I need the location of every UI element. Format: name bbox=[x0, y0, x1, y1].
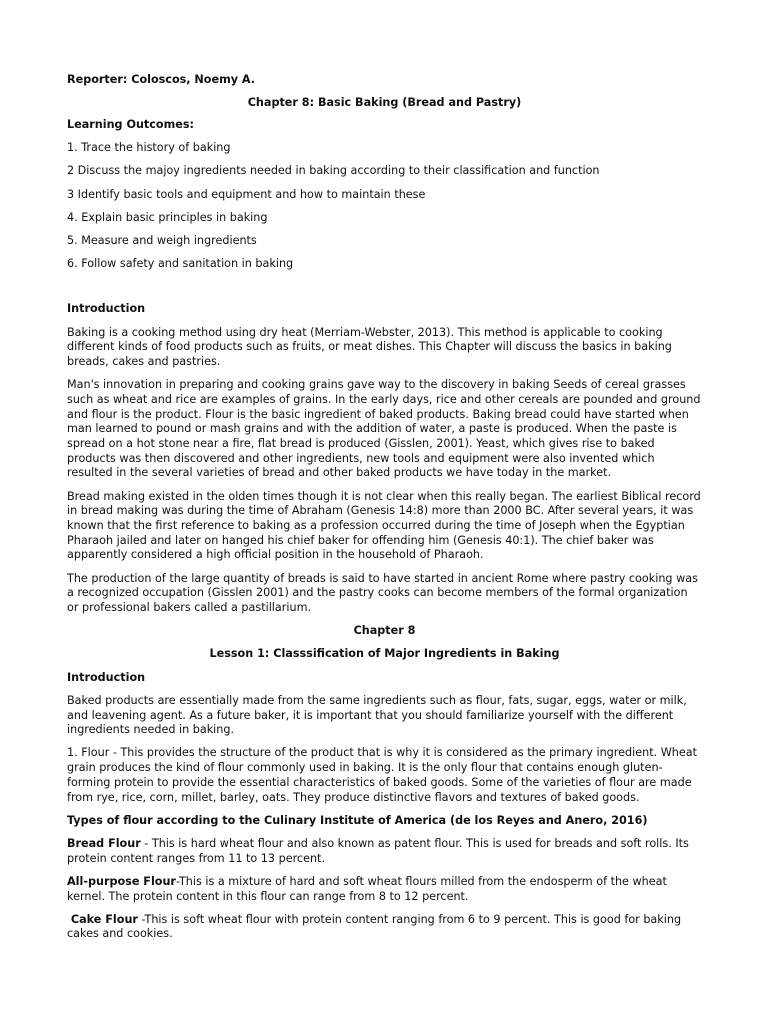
flour-type-text: -This is soft wheat flour with protein content ranging from 6 to 9 percent. This is good for baking cakes and cookies. bbox=[67, 912, 685, 941]
flour-type-item bbox=[67, 913, 702, 942]
outcome-item: 2 Discuss the majoy ingredients needed in baking according to their classification and function bbox=[67, 164, 600, 178]
outcome-item: 5. Measure and weigh ingredients bbox=[67, 233, 257, 247]
flour-type-term: All-purpose Flour bbox=[67, 874, 176, 888]
lesson-paragraph: Baked products are essentially made from the same ingredients such as flour, fats, sugar, eggs, water or milk, and leavening agent. As a future baker, it is important that you should familiarize yourself with the different ingredients needed in baking. bbox=[67, 693, 687, 737]
flour-type-item bbox=[67, 875, 702, 904]
intro-paragraph: Bread making existed in the olden times though it is not clear when this really began. The earliest Biblical record in bread making was during the time of Abraham (Genesis 14:8) more than 2000 BC. After several years, it was known that the first reference to baking as a profession occurred during the time of Joseph when the Egyptian Pharaoh jailed and later on hanged his chief baker for offending him (Genesis 40:1). The chief baker was apparently considered a high official position in the household of Pharaoh. bbox=[67, 489, 701, 562]
lesson-paragraph: 1. Flour - This provides the structure of the product that is why it is considered as the primary ingredient. Wheat grain produces the kind of flour commonly used in baking. It is the only flour that contains enough gluten-forming protein to provide the essential characteristics of baked goods. Some of the varieties of flour are made from rye, rice, corn, millet, barley, oats. They produce distinctive flavors and textures of baked goods. bbox=[67, 746, 697, 804]
chapter-label: Chapter 8 bbox=[353, 624, 416, 638]
lesson-title: Lesson 1: Classsification of Major Ingredients in Baking bbox=[209, 647, 560, 661]
chapter-title: Chapter 8: Basic Baking (Bread and Pastry) bbox=[247, 95, 522, 109]
outcomes-list bbox=[67, 141, 702, 272]
outcome-item: 3 Identify basic tools and equipment and how to maintain these bbox=[67, 187, 426, 201]
flour-type-term: Cake Flour bbox=[67, 912, 138, 926]
learning-outcomes-heading: Learning Outcomes: bbox=[67, 118, 194, 132]
intro-paragraph: Man's innovation in preparing and cooking grains gave way to the discovery in baking Seeds of cereal grasses such as wheat and rice are examples of grains. In the early days, rice and other cereals are pounded and ground and flour is the product. Flour is the basic ingredient of baked products. Baking bread could have started when man learned to pound or mash grains and with the addition of water, a paste is produced. When the paste is spread on a hot stone near a fire, flat bread is produced (Gisslen, 2001). Yeast, which gives rise to baked products was then discovered and other ingredients, new tools and equipment were also invented which resulted in the several varieties of bread and other baked products we have today in the market. bbox=[67, 378, 701, 480]
intro-paragraph: The production of the large quantity of breads is said to have started in ancient Rome where pastry cooking was a recognized occupation (Gisslen 2001) and the pastry cooks can become members of the formal organization or professional bakers called a pastillarium. bbox=[67, 571, 698, 614]
intro-heading: Introduction bbox=[67, 302, 146, 316]
intro-paragraph: Baking is a cooking method using dry heat (Merriam-Webster, 2013). This method is applicable to cooking different kinds of food products such as fruits, or meat dishes. This Chapter will discuss the basics in baking breads, cakes and pastries. bbox=[67, 325, 672, 368]
flour-type-text: - This is hard wheat flour and also known as patent flour. This is used for breads and soft rolls. Its protein content ranges from 11 to 13 percent. bbox=[67, 836, 689, 865]
flour-type-text: -This is a mixture of hard and soft wheat flours milled from the endosperm of the wheat kernel. The protein content in this flour can range from 8 to 12 percent. bbox=[67, 874, 667, 903]
outcome-item: 1. Trace the history of baking bbox=[67, 141, 231, 155]
lesson-intro-heading: Introduction bbox=[67, 670, 146, 684]
outcome-item: 6. Follow safety and sanitation in baking bbox=[67, 257, 294, 271]
flour-type-term: Bread Flour bbox=[67, 836, 141, 850]
outcome-item: 4. Explain basic principles in baking bbox=[67, 210, 268, 224]
spacer bbox=[67, 280, 702, 302]
reporter-line: Reporter: Coloscos, Noemy A. bbox=[67, 73, 256, 86]
flour-types-heading: Types of flour according to the Culinary Institute of America (de los Reyes and Anero, 2016) bbox=[67, 813, 648, 827]
flour-type-item bbox=[67, 837, 702, 866]
